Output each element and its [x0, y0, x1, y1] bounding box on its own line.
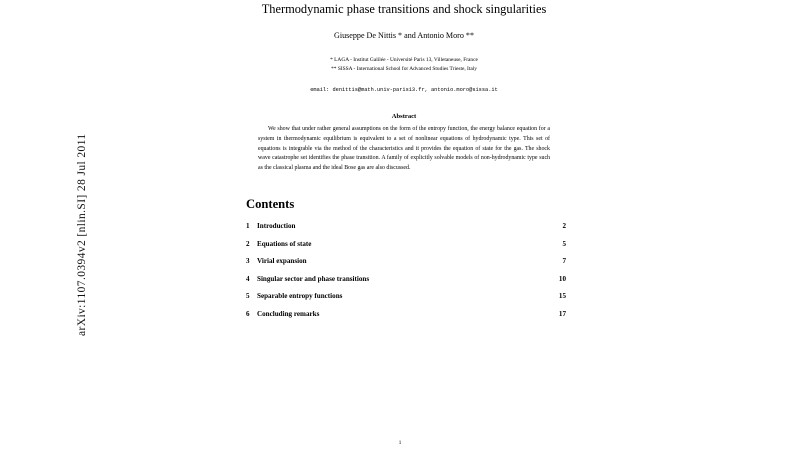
toc-entry-label: Singular sector and phase transitions [257, 274, 370, 283]
toc-entry-page: 2 [562, 222, 566, 231]
toc-entry-label: Concluding remarks [257, 309, 320, 318]
toc-entry-number: 5 [246, 292, 250, 301]
toc-entry-number: 6 [246, 309, 250, 318]
abstract-text: We show that under rather general assumptions on the form of the entropy function, the energy balance equation for a system in thermodynamic equilibrium is equivalent to a set of nonlinear equations of hydrodynamic type. This set of equations is integrable via the method of the characteristics and it provides the equation of state for the gas. The shock wave catastrophe set identifies the phase transition. A family of explicitly solvable models of non-hydrodynamic type such as the classical plasma and the ideal Bose gas are also discussed. [258, 126, 550, 171]
toc-entry-number: 4 [246, 274, 250, 283]
toc-entry-label: Equations of state [257, 239, 312, 248]
toc-entry-page: 17 [558, 309, 566, 318]
author-list: Giuseppe De Nittis * and Antonio Moro ** [333, 30, 475, 40]
page-title: Thermodynamic phase transitions and shock singularities [261, 2, 547, 16]
toc-entry-number: 2 [246, 239, 250, 248]
toc-entry[interactable] [246, 240, 566, 248]
arxiv-identifier-stamp: arXiv:1107.0394v2 [nlin.SI] 28 Jul 2011 [76, 133, 88, 336]
toc-entry-number: 1 [246, 222, 250, 231]
toc-entry[interactable] [246, 292, 566, 300]
table-of-contents [246, 222, 566, 318]
toc-entry-number: 3 [246, 257, 250, 266]
toc-entry-page: 10 [558, 274, 566, 283]
affiliation-line-2: ** SISSA - International School for Advanced Studies Trieste, Italy [331, 65, 477, 72]
toc-entry[interactable] [246, 222, 566, 230]
toc-entry-label: Virial expansion [257, 257, 307, 266]
toc-entry-page: 5 [562, 239, 566, 248]
contact-email-line: email: denittis@math.univ-paris13.fr, antonio.moro@sissa.it [310, 87, 498, 94]
toc-entry-page: 7 [562, 257, 566, 266]
affiliation-block [228, 56, 580, 75]
affiliation-line-1: * LAGA - Institut Galilée - Université Paris 13, Villetaneuse, France [330, 56, 478, 63]
toc-entry-page: 15 [558, 292, 566, 301]
page-number-folio: 1 [398, 440, 402, 446]
toc-entry[interactable] [246, 257, 566, 265]
abstract-heading: Abstract [391, 113, 417, 121]
toc-entry[interactable] [246, 310, 566, 318]
contents-heading: Contents [246, 197, 295, 212]
toc-entry[interactable] [246, 275, 566, 283]
toc-entry-label: Separable entropy functions [257, 292, 343, 301]
toc-entry-label: Introduction [257, 222, 296, 231]
paper-content-column [228, 0, 580, 450]
